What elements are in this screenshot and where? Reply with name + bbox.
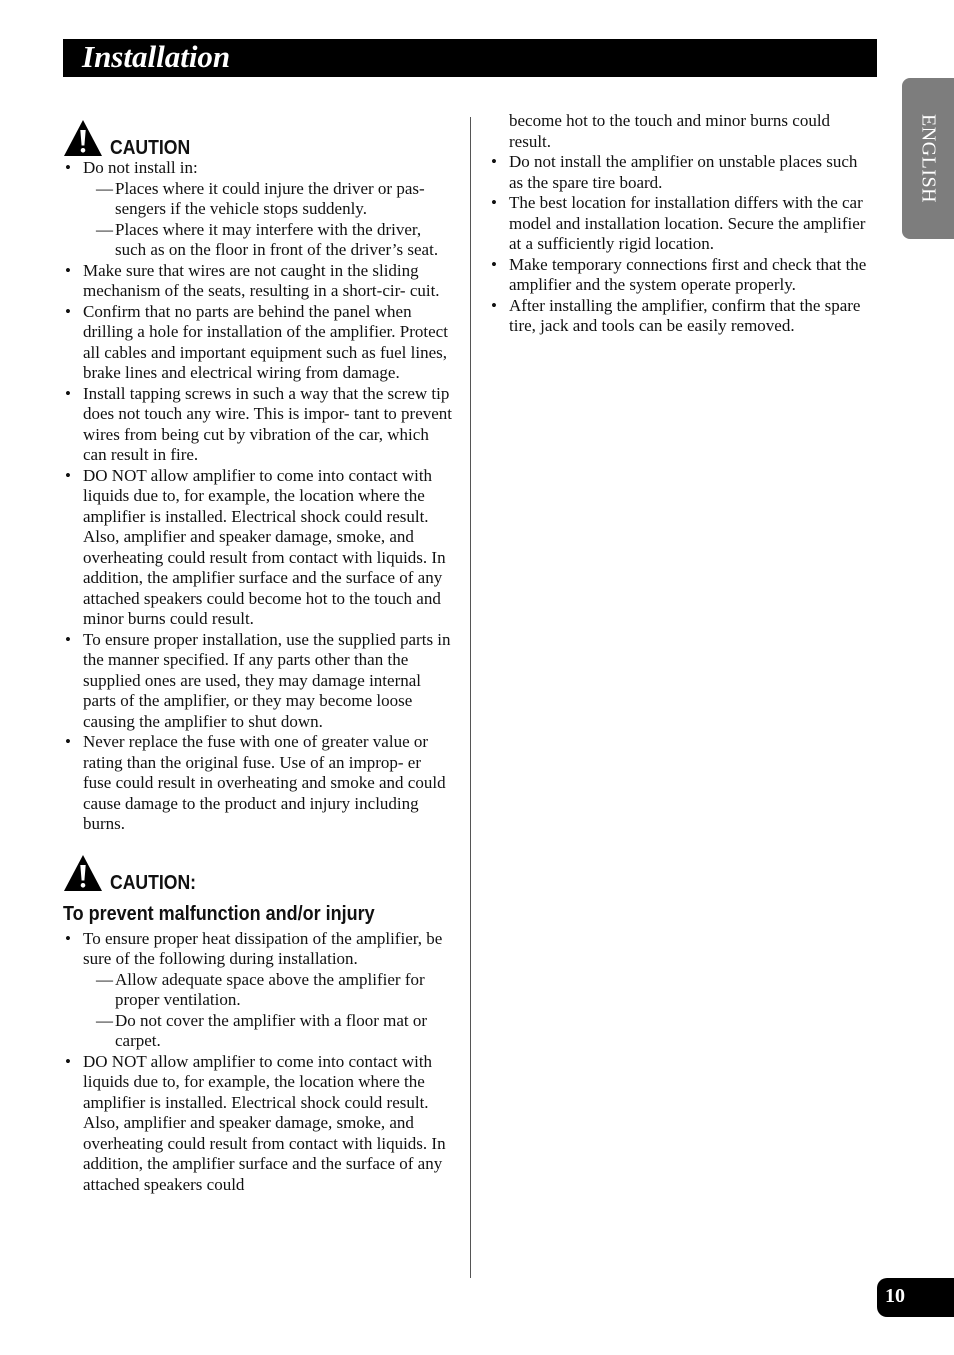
list-item: • Confirm that no parts are behind the panel when drilling a hole for installation of the amplifier. Protect all cables and important equipment such as fuel lines, brake lines and electrical wiring from damage. — [63, 302, 453, 384]
right-column — [489, 111, 869, 337]
section-subheading: To prevent malfunction and/or injury — [63, 902, 375, 925]
page-title: Installation — [82, 39, 231, 74]
sub-list — [83, 970, 453, 1052]
warning-icon — [63, 853, 103, 893]
list-item-text: To ensure proper heat dissipation of the amplifier, be sure of the following during installation. — [83, 928, 443, 968]
warning-icon — [63, 118, 103, 158]
list-item: • After installing the amplifier, confirm that the spare tire, jack and tools can be easily removed. — [489, 296, 869, 337]
list-item: • Never replace the fuse with one of greater value or rating than the original fuse. Use of an improp- er fuse could result in overheating and smoke and could cause damage to the product and injury including burns. — [63, 732, 453, 835]
list-item: • The best location for installation differs with the car model and installation location. Secure the amplifier at a sufficiently rigid location. — [489, 193, 869, 255]
left-column — [63, 114, 453, 1195]
caution-heading — [63, 849, 453, 893]
language-tab-label: ENGLISH — [917, 113, 940, 204]
sub-list-item: — Places where it could injure the driver or pas- sengers if the vehicle stops suddenly. — [83, 179, 453, 220]
sub-list — [83, 179, 453, 261]
page-number: 10 — [885, 1285, 905, 1307]
list-item-continuation: become hot to the touch and minor burns could result. — [509, 111, 831, 151]
caution-list — [63, 158, 453, 835]
caution-heading — [63, 114, 453, 158]
list-item: • Do not install the amplifier on unstable places such as the spare tire board. — [489, 152, 869, 193]
list-item: • To ensure proper installation, use the supplied parts in the manner specified. If any parts other than the supplied ones are used, they may damage internal parts of the amplifier, or they may become loose causing the amplifier to shut down. — [63, 630, 453, 733]
list-item: • Make sure that wires are not caught in the sliding mechanism of the seats, resulting in a short-cir- cuit. — [63, 261, 453, 302]
sub-list-item: — Places where it may interfere with the driver, such as on the floor in front of the driver’s seat. — [83, 220, 453, 261]
list-item: • Make temporary connections first and check that the amplifier and the system operate properly. — [489, 255, 869, 296]
list-item: • DO NOT allow amplifier to come into contact with liquids due to, for example, the location where the amplifier is installed. Electrical shock could result. Also, amplifier and speaker damage, smoke, and overheating could result from contact with liquids. In addition, the amplifier surface and the surface of any attached speakers could become hot to the touch and minor burns could result. — [63, 466, 453, 630]
page-number-tab — [877, 1278, 954, 1317]
caution-label: CAUTION — [110, 137, 191, 159]
sub-list-item: — Do not cover the amplifier with a floor mat or carpet. — [83, 1011, 453, 1052]
list-item-text: Do not install in: — [83, 158, 198, 177]
caution-list — [489, 152, 869, 337]
language-tab — [902, 78, 954, 239]
list-item: • DO NOT allow amplifier to come into contact with liquids due to, for example, the location where the amplifier is installed. Electrical shock could result. Also, amplifier and speaker damage, smoke, and overheating could result from contact with liquids. In addition, the amplifier surface and the surface of any attached speakers could — [63, 1052, 453, 1196]
header-bar — [63, 39, 877, 77]
caution-section-2 — [63, 849, 453, 1196]
column-divider — [470, 117, 471, 1278]
list-item — [63, 158, 453, 261]
list-item — [63, 929, 453, 1052]
sub-list-item: — Allow adequate space above the amplifier for proper ventilation. — [83, 970, 453, 1011]
list-item: • Install tapping screws in such a way that the screw tip does not touch any wire. This is impor- tant to prevent wires from being cut by vibration of the car, which can result in fire. — [63, 384, 453, 466]
caution-list — [63, 929, 453, 1196]
caution-label: CAUTION: — [110, 871, 197, 894]
